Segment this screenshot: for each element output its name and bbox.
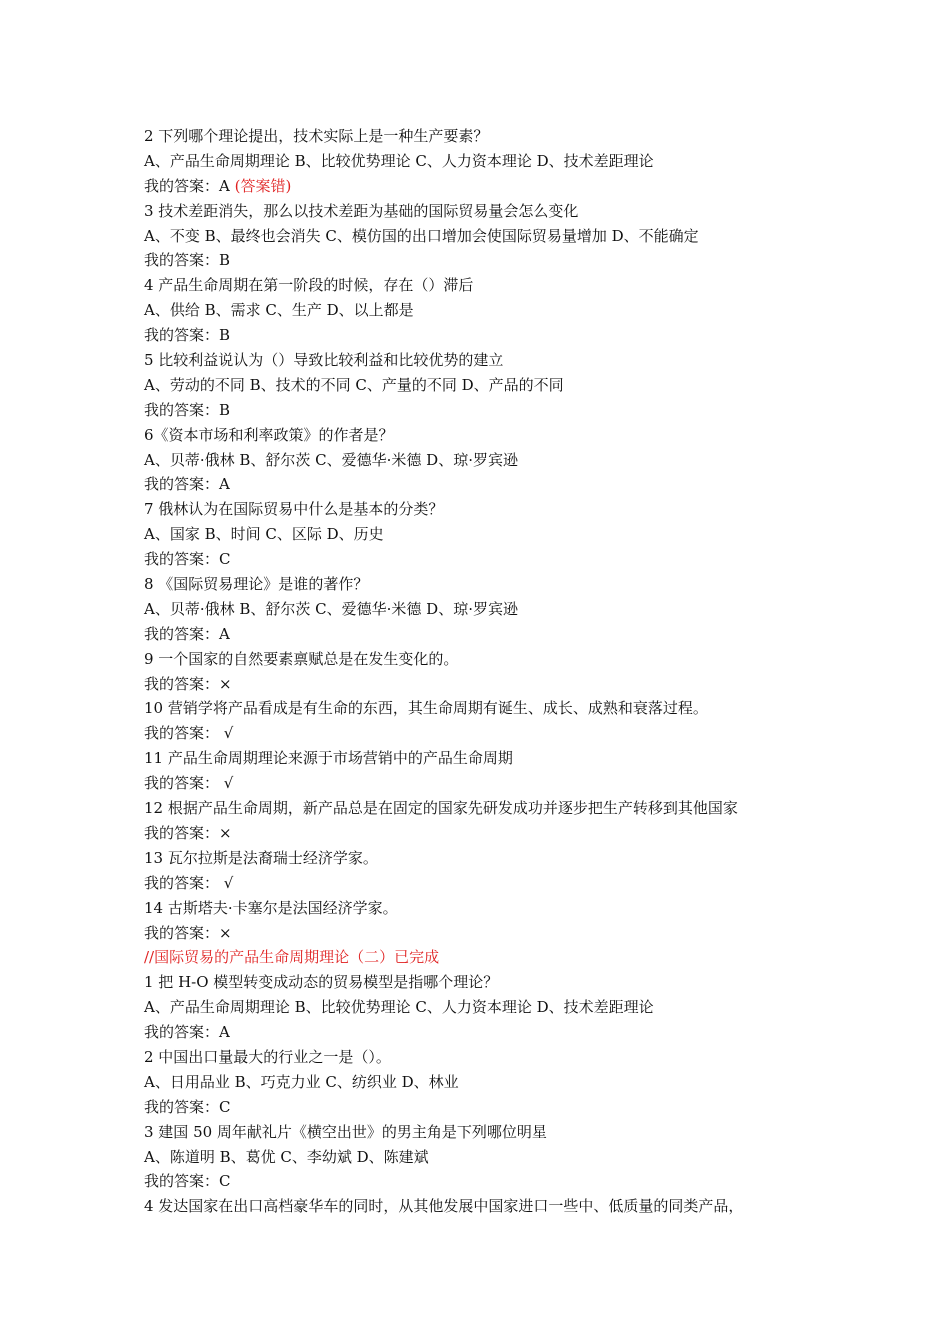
text-line [144, 1095, 844, 1120]
answer-wrong-note: (答案错) [234, 176, 292, 195]
line-text: 5 比较利益说认为（）导致比较利益和比较优势的建立 [144, 351, 504, 370]
text-line [144, 970, 844, 995]
line-text: 11 产品生命周期理论来源于市场营销中的产品生命周期 [144, 749, 513, 768]
line-text: 我的答案：C [144, 1097, 231, 1116]
line-text: 9 一个国家的自然要素禀赋总是在发生变化的。 [144, 649, 459, 668]
line-text: 我的答案：× [144, 823, 232, 842]
text-line [144, 472, 844, 497]
line-text: 4 产品生命周期在第一阶段的时候，存在（）滞后 [144, 276, 474, 295]
line-text: 3 建国 50 周年献礼片《横空出世》的男主角是下列哪位明星 [144, 1122, 547, 1141]
line-text: 我的答案：C [144, 550, 231, 569]
text-line [144, 1120, 844, 1145]
text-line [144, 1070, 844, 1095]
text-line [144, 597, 844, 622]
text-line [144, 1145, 844, 1170]
line-text: A、供给 B、需求 C、生产 D、以上都是 [144, 301, 414, 320]
line-text: A、日用品业 B、巧克力业 C、纺织业 D、林业 [144, 1072, 459, 1091]
text-line [144, 672, 844, 697]
text-line [144, 248, 844, 273]
line-text: 我的答案：B [144, 251, 231, 270]
line-text: 4 发达国家在出口高档豪华车的同时，从其他发展中国家进口一些中、低质量的同类产品， [144, 1197, 744, 1216]
line-text: A、国家 B、时间 C、区际 D、历史 [144, 525, 384, 544]
line-text: A、劳动的不同 B、技术的不同 C、产量的不同 D、产品的不同 [144, 375, 564, 394]
line-text: A、贝蒂·俄林 B、舒尔茨 C、爱德华·米德 D、琼·罗宾逊 [144, 450, 518, 469]
line-text: 我的答案：A [144, 176, 235, 195]
text-line [144, 224, 844, 249]
line-text: A、产品生命周期理论 B、比较优势理论 C、人力资本理论 D、技术差距理论 [144, 998, 654, 1017]
text-line [144, 796, 844, 821]
line-text: 我的答案：C [144, 1172, 231, 1191]
line-text: 我的答案： √ [144, 774, 234, 793]
line-text: A、贝蒂·俄林 B、舒尔茨 C、爱德华·米德 D、琼·罗宾逊 [144, 599, 518, 618]
line-text: 2 下列哪个理论提出，技术实际上是一种生产要素？ [144, 127, 489, 145]
text-line [144, 497, 844, 522]
line-text: 我的答案：× [144, 674, 232, 693]
line-text: 3 技术差距消失，那么以技术差距为基础的国际贸易量会怎么变化 [144, 201, 579, 220]
text-line [144, 323, 844, 348]
text-line [144, 174, 844, 199]
text-line [144, 622, 844, 647]
text-line [144, 423, 844, 448]
line-text: 6《资本市场和利率政策》的作者是？ [144, 425, 394, 444]
line-text: A、产品生命周期理论 B、比较优势理论 C、人力资本理论 D、技术差距理论 [144, 151, 654, 170]
line-text: 我的答案：B [144, 326, 231, 345]
line-text: 我的答案：B [144, 400, 231, 419]
text-line [144, 448, 844, 473]
text-line [144, 921, 844, 946]
line-text: A、不变 B、最终也会消失 C、模仿国的出口增加会使国际贸易量增加 D、不能确定 [144, 226, 699, 245]
text-line [144, 1194, 844, 1219]
document-body [144, 124, 844, 1219]
line-text: 8 《国际贸易理论》是谁的著作？ [144, 575, 369, 594]
text-line [144, 373, 844, 398]
text-line [144, 1045, 844, 1070]
text-line [144, 696, 844, 721]
line-text: 我的答案： √ [144, 873, 234, 892]
text-line [144, 995, 844, 1020]
text-line [144, 298, 844, 323]
line-text: 我的答案： √ [144, 724, 234, 743]
text-line [144, 348, 844, 373]
text-line [144, 647, 844, 672]
line-text: 1 把 H-O 模型转变成动态的贸易模型是指哪个理论？ [144, 973, 499, 992]
text-line [144, 124, 844, 149]
text-line [144, 771, 844, 796]
line-text: 14 古斯塔夫·卡塞尔是法国经济学家。 [144, 898, 398, 917]
text-line [144, 1020, 844, 1045]
text-line [144, 547, 844, 572]
text-line [144, 149, 844, 174]
text-line [144, 199, 844, 224]
text-line [144, 1169, 844, 1194]
line-text: 13 瓦尔拉斯是法裔瑞士经济学家。 [144, 848, 378, 867]
line-text: 2 中国出口量最大的行业之一是（）。 [144, 1047, 391, 1066]
line-text: 10 营销学将产品看成是有生命的东西，其生命周期有诞生、成长、成熟和衰落过程。 [144, 699, 708, 718]
text-line [144, 871, 844, 896]
line-text: 12 根据产品生命周期，新产品总是在固定的国家先研发成功并逐步把生产转移到其他国家 [144, 799, 738, 818]
line-text: 我的答案：A [144, 1023, 230, 1042]
text-line [144, 896, 844, 921]
line-text: A、陈道明 B、葛优 C、李幼斌 D、陈建斌 [144, 1147, 429, 1166]
text-line [144, 398, 844, 423]
text-line [144, 746, 844, 771]
text-line [144, 273, 844, 298]
text-line [144, 721, 844, 746]
line-text: 我的答案：A [144, 624, 230, 643]
line-text: //国际贸易的产品生命周期理论（二）已完成 [144, 948, 440, 967]
line-text: 我的答案：A [144, 475, 230, 494]
text-line [144, 821, 844, 846]
line-text: 我的答案：× [144, 923, 232, 942]
text-line [144, 522, 844, 547]
text-line [144, 572, 844, 597]
line-text: 7 俄林认为在国际贸易中什么是基本的分类？ [144, 500, 444, 519]
text-line [144, 846, 844, 871]
section-heading [144, 945, 844, 970]
